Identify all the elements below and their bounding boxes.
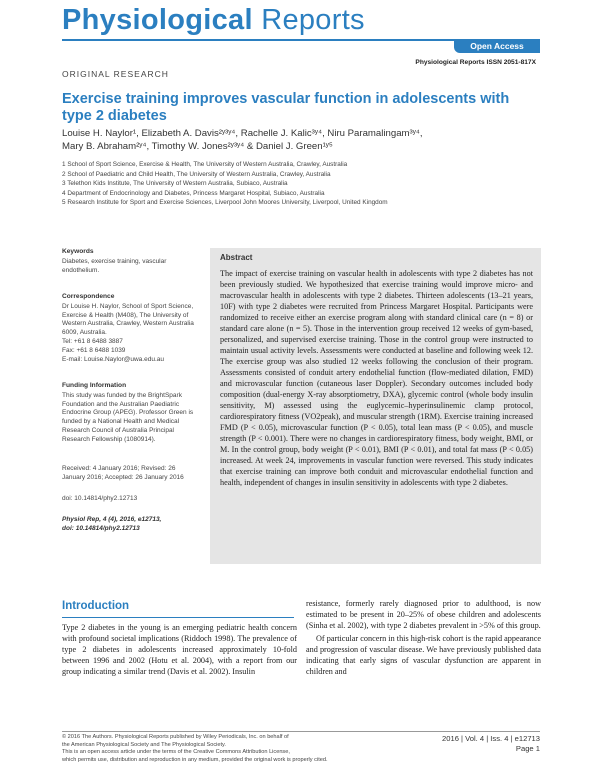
article-title: Exercise training improves vascular function in adolescents with type 2 diabetes <box>62 91 510 124</box>
section-label: ORIGINAL RESEARCH <box>62 69 169 79</box>
affiliation-item: 1 School of Sport Science, Exercise & Health, The University of Western Australia, Crawley, Australia <box>62 161 348 168</box>
copyright-line: © 2016 The Authors. Physiological Reports published by Wiley Periodicals, Inc. on behalf of <box>62 734 289 740</box>
paragraph: Of particular concern in this high-risk cohort is the rapid appearance and progression of vascular disease. We have previously published data indicating that early signs of vascular dysfunction are apparent in children and <box>306 634 541 676</box>
correspondence-section <box>62 293 200 364</box>
body-column-left <box>62 622 297 677</box>
dates-text: Received: 4 January 2016; Revised: 26 January 2016; Accepted: 26 January 2016 <box>62 465 184 481</box>
introduction-heading: Introduction <box>62 600 130 612</box>
affiliation-item: 5 Research Institute for Sport and Exercise Sciences, Liverpool John Moores University, Liverpool, United Kingdom <box>62 199 388 206</box>
correspondence-fax: Fax: +61 8 6488 1039 <box>62 346 126 354</box>
abstract-text: The impact of exercise training on vascular health in adolescents with type 2 diabetes has not been previously studied. We hypothesized that exercise training would improve micro- and macrovascular health in adolescents with type 2 diabetes. Thirteen adolescents (13–21 years, 10F) with type 2 diabetes were recruited from Princess Margaret Hospital. Participants were randomized to receive either an exercise program along with standard clinical care (n = 8) or standard care alone (n = 5). Those in the intervention group received 12 weeks of gym-based, personalized, and supervised exercise training. Those in the control group were instructed to maintain usual activity levels. Assessments were conducted at baseline and following week 12. The exercise group was also studied 12 weeks following the conclusion of their program. Assessments consisted of conduit artery endothelial function (flow-mediated dilation, FMD) and microvascular function (cutaneous laser Doppler). Secondary outcomes included body composition (dual-energy X-ray absorptiometry, DXA), glycemic control (whole body insulin sensitivity, M) assessed using the euglycemic–hyperinsulinemic clamp protocol, cardiorespiratory fitness (VO2peak), and muscular strength (1RM). Exercise training increased FMD (P < 0.05), microvascular function (P < 0.05), total lean mass (P < 0.05), and muscle strength (P < 0.001). There were no changes in cardiorespiratory fitness, body weight, BMI, or M. In the control group, body weight (P < 0.01), BMI (P < 0.01), and total fat mass (P < 0.05) increased. At week 24, improvements in vascular function were reversed. This study indicates that exercise training can improve both conduit and microvascular endothelial function and health, independent of changes in insulin sensitivity in adolescents with type 2 diabetes. <box>220 269 533 487</box>
author-list <box>62 127 542 153</box>
body-column-right <box>306 598 541 677</box>
affiliation-item: 2 School of Paediatric and Child Health, The University of Western Australia, Crawley, Australia <box>62 170 331 178</box>
abstract-heading: Abstract <box>220 253 253 262</box>
keywords-section <box>62 248 200 275</box>
citation-line: doi: 10.14814/phy2.12713 <box>62 524 140 532</box>
footer-issue <box>442 734 540 754</box>
author-line: Mary B. Abraham²ʸ⁴, Timothy W. Jones²ʸ³ʸ⁴ & Daniel J. Green¹ʸ⁵ <box>62 141 333 152</box>
citation-line: Physiol Rep, 4 (4), 2016, e12713, <box>62 516 162 523</box>
funding-section <box>62 382 200 445</box>
introduction-rule <box>62 617 294 618</box>
correspondence-address: Dr Louise H. Naylor, School of Sport Science, Exercise & Health (M408), The University of Western Australia, Crawley, Western Australia 6009, Australia. <box>62 302 194 337</box>
journal-name-part2: Reports <box>261 4 365 36</box>
funding-text: This study was funded by the BrightSpark Foundation and the Australian Paediatric Endocrine Group (APEG). Professor Green is funded by a National Health and Medical Research Council of Australia Principal Research Fellowship (1080914). <box>62 391 194 443</box>
author-line: Louise H. Naylor¹, Elizabeth A. Davis²ʸ³ʸ⁴, Rachelle J. Kalic³ʸ⁴, Niru Paramalingam³ʸ⁴, <box>62 128 423 139</box>
footer-license <box>62 734 382 764</box>
keywords-text: Diabetes, exercise training, vascular endothelium. <box>62 257 167 274</box>
open-access-badge: Open Access <box>454 39 540 53</box>
copyright-line: the American Physiological Society and The Physiological Society. <box>62 741 226 748</box>
journal-title <box>62 4 365 37</box>
keywords-heading: Keywords <box>62 248 94 255</box>
affiliation-item: 4 Department of Endocrinology and Diabetes, Princess Margaret Hospital, Subiaco, Australia <box>62 189 325 197</box>
citation <box>62 516 200 534</box>
correspondence-heading: Correspondence <box>62 293 115 300</box>
correspondence-tel: Tel: +61 8 6488 3887 <box>62 337 123 345</box>
doi-text: doi: 10.14814/phy2.12713 <box>62 495 138 502</box>
paragraph: Type 2 diabetes in the young is an emerging pediatric health concern with profound societal implications (Riddoch 1998). The prevalence of type 2 diabetes in adolescents increased approximately 10-fold between 1996 and 2002 (Hotu et al. 2004), with a report from our group indicating a similar trend (Davis et al. 2002). Insulin <box>62 623 297 676</box>
license-line: which permits use, distribution and reproduction in any medium, provided the original work is properly cited. <box>62 756 328 763</box>
funding-heading: Funding Information <box>62 382 127 389</box>
footer-rule <box>62 731 540 732</box>
issue-label: 2016 | Vol. 4 | Iss. 4 | e12713 <box>442 734 540 743</box>
page-number: Page 1 <box>515 744 540 753</box>
journal-name-part1: Physiological <box>62 4 253 36</box>
correspondence-email: E-mail: Louise.Naylor@uwa.edu.au <box>62 355 164 363</box>
affiliation-item: 3 Telethon Kids Institute, The University of Western Australia, Subiaco, Australia <box>62 180 288 187</box>
affiliation-list <box>62 160 542 208</box>
paragraph: resistance, formerly rarely diagnosed prior to adulthood, is now estimated to be present in 20–25% of obese children and adolescents (Sinha et al. 2002), with type 2 diabetes prevalent in >5% of this group. <box>306 599 541 630</box>
license-line: This is an open access article under the terms of the Creative Commons Attribution License, <box>62 749 290 756</box>
issn-label: Physiological Reports ISSN 2051-817X <box>415 59 536 66</box>
